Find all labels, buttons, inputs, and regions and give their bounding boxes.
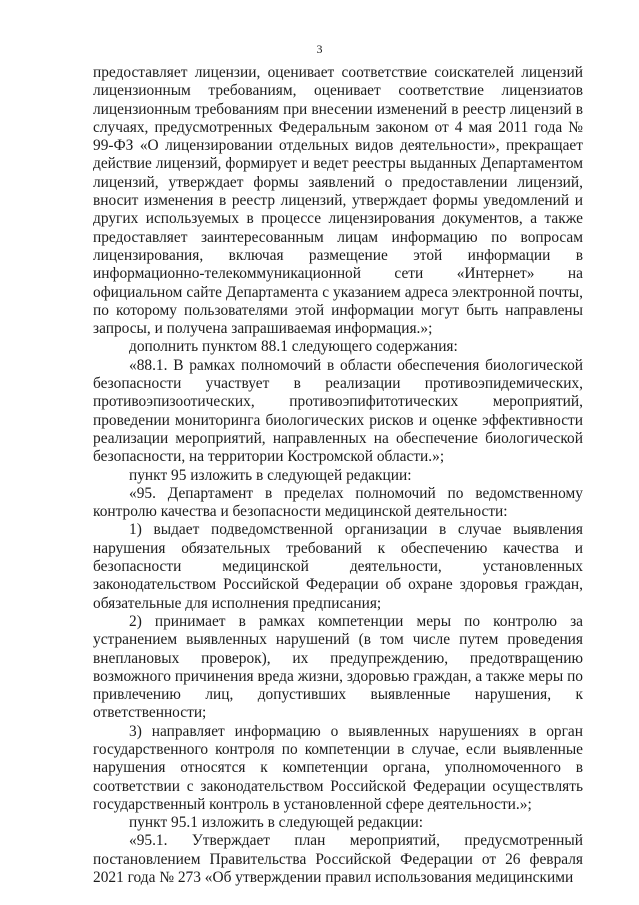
paragraph-95-1-text: «95.1. Утверждает план мероприятий, предусмотренный постановлением Правительства Российской Федерации от 26 февраля 2021 года № 273 «Об утверждении правил использования медицинскими [93,832,583,887]
paragraph-amendment-88-1-intro: дополнить пунктом 88.1 следующего содержания: [129,338,458,356]
page-number: 3 [316,42,323,56]
list-item-95-3: 3) направляет информацию о выявленных нарушениях в орган государственного контроля по компетенции в случае, если выявленные нарушения относятся к компетенции органа, уполномоченного в соответствии с законодательством Российской Федерации осуществлять государственный контроль в установленной сфере деятельности.»; [93,722,583,813]
list-item-95-1: 1) выдает подведомственной организации в случае выявления нарушения обязательных требований к обеспечению качества и безопасности медицинской деятельности, установленных законодательством Российской Федерации об охране здоровья граждан, обязательные для исполнения предписания; [93,521,583,612]
paragraph-licensing-continuation: предоставляет лицензии, оценивает соответствие соискателей лицензий лицензионным требованиям, оценивает соответствие лицензиатов лицензионным требованиям при внесении изменений в реестр лицензий в случаях, предусмотренных Федеральным законом от 4 мая 2011 года № 99-ФЗ «О лицензировании отдельных видов деятельности», прекращает действие лицензий, формирует и ведет реестры выданных Департаментом лицензий, утверждает формы заявлений о предоставлении лицензий, вносит изменения в реестр лицензий, утверждает формы уведомлений и других используемых в процессе лицензирования документов, а также предоставляет заинтересованным лицам информацию по вопросам лицензирования, включая размещение этой информации в информационно-телекоммуникационной сети «Интернет» на официальном сайте Департамента с указанием адреса электронной почты, по которому пользователями этой информации могут быть направлены запросы, и получена запрашиваемая информация.»; [93,64,583,338]
document-body [93,64,583,887]
paragraph-amendment-95-1-intro: пункт 95.1 изложить в следующей редакции: [129,814,424,832]
list-item-95-2: 2) принимает в рамках компетенции меры по контролю за устранением выявленных нарушений (в том числе путем проведения внеплановых проверок), их предупреждению, предотвращению возможного причинения вреда жизни, здоровью граждан, а также меры по привлечению лиц, допустивших выявленные нарушения, к ответственности; [93,612,583,722]
paragraph-amendment-95-intro: пункт 95 изложить в следующей редакции: [129,466,412,484]
paragraph-95-text: «95. Департамент в пределах полномочий по ведомственному контролю качества и безопасности медицинской деятельности: [93,484,583,521]
paragraph-88-1-text: «88.1. В рамках полномочий в области обеспечения биологической безопасности участвует в реализации противоэпидемических, противоэпизоотических, противоэпифитотических мероприятий, проведении мониторинга биологических рисков и оценке эффективности реализации мероприятий, направленных на обеспечение биологической безопасности, на территории Костромской области.»; [93,356,583,466]
